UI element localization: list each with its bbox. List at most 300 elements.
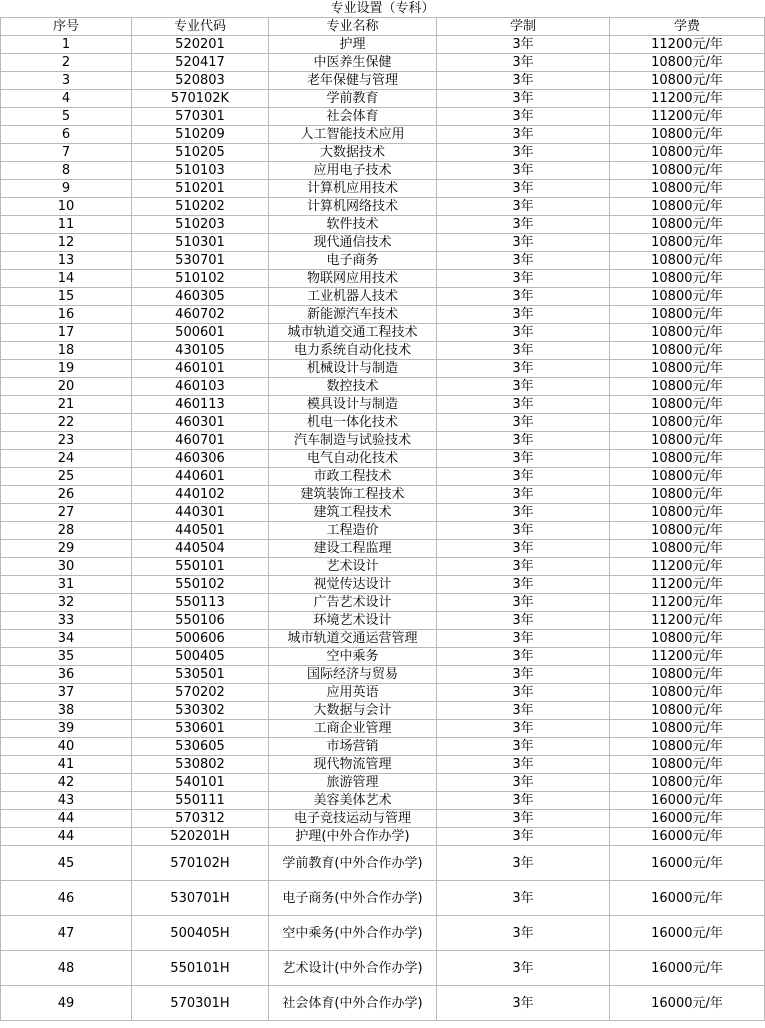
cell-duration: 3年 <box>437 916 610 951</box>
cell-index: 36 <box>1 666 132 684</box>
cell-tuition: 16000元/年 <box>610 916 765 951</box>
cell-duration: 3年 <box>437 288 610 306</box>
table-title: 专业设置（专科） <box>1 0 765 18</box>
cell-code: 570312 <box>132 810 269 828</box>
table-row <box>1 916 765 951</box>
table-row <box>1 306 765 324</box>
cell-tuition: 16000元/年 <box>610 881 765 916</box>
table-row <box>1 558 765 576</box>
cell-code: 510209 <box>132 126 269 144</box>
cell-name: 物联网应用技术 <box>269 270 437 288</box>
cell-code: 530701 <box>132 252 269 270</box>
cell-tuition: 10800元/年 <box>610 702 765 720</box>
title-row <box>1 0 765 18</box>
cell-name: 电力系统自动化技术 <box>269 342 437 360</box>
cell-tuition: 10800元/年 <box>610 414 765 432</box>
cell-code: 520201H <box>132 828 269 846</box>
cell-duration: 3年 <box>437 180 610 198</box>
cell-tuition: 10800元/年 <box>610 450 765 468</box>
cell-code: 550101 <box>132 558 269 576</box>
cell-name: 艺术设计 <box>269 558 437 576</box>
cell-name: 电气自动化技术 <box>269 450 437 468</box>
cell-code: 460701 <box>132 432 269 450</box>
cell-index: 49 <box>1 986 132 1021</box>
cell-duration: 3年 <box>437 270 610 288</box>
cell-index: 35 <box>1 648 132 666</box>
cell-name: 计算机网络技术 <box>269 198 437 216</box>
cell-index: 12 <box>1 234 132 252</box>
cell-duration: 3年 <box>437 234 610 252</box>
cell-name: 现代物流管理 <box>269 756 437 774</box>
table-row <box>1 828 765 846</box>
cell-tuition: 10800元/年 <box>610 756 765 774</box>
cell-duration: 3年 <box>437 342 610 360</box>
cell-code: 500606 <box>132 630 269 648</box>
cell-name: 市场营销 <box>269 738 437 756</box>
cell-duration: 3年 <box>437 486 610 504</box>
cell-tuition: 16000元/年 <box>610 828 765 846</box>
cell-duration: 3年 <box>437 986 610 1021</box>
table-row <box>1 342 765 360</box>
cell-name: 电子商务(中外合作办学) <box>269 881 437 916</box>
cell-tuition: 10800元/年 <box>610 378 765 396</box>
cell-index: 2 <box>1 54 132 72</box>
cell-name: 新能源汽车技术 <box>269 306 437 324</box>
cell-index: 21 <box>1 396 132 414</box>
cell-duration: 3年 <box>437 252 610 270</box>
cell-index: 10 <box>1 198 132 216</box>
cell-code: 510201 <box>132 180 269 198</box>
header-row <box>1 18 765 36</box>
table-row <box>1 126 765 144</box>
cell-code: 460103 <box>132 378 269 396</box>
cell-code: 550102 <box>132 576 269 594</box>
cell-name: 艺术设计(中外合作办学) <box>269 951 437 986</box>
cell-code: 530701H <box>132 881 269 916</box>
cell-name: 视觉传达设计 <box>269 576 437 594</box>
cell-code: 510102 <box>132 270 269 288</box>
cell-duration: 3年 <box>437 306 610 324</box>
cell-code: 460301 <box>132 414 269 432</box>
cell-tuition: 10800元/年 <box>610 774 765 792</box>
cell-index: 5 <box>1 108 132 126</box>
table-row <box>1 522 765 540</box>
cell-name: 市政工程技术 <box>269 468 437 486</box>
cell-tuition: 10800元/年 <box>610 252 765 270</box>
cell-index: 38 <box>1 702 132 720</box>
cell-name: 护理 <box>269 36 437 54</box>
cell-name: 环境艺术设计 <box>269 612 437 630</box>
cell-code: 510203 <box>132 216 269 234</box>
cell-index: 9 <box>1 180 132 198</box>
table-row <box>1 378 765 396</box>
cell-duration: 3年 <box>437 828 610 846</box>
table-row <box>1 360 765 378</box>
cell-name: 空中乘务(中外合作办学) <box>269 916 437 951</box>
table-row <box>1 576 765 594</box>
cell-index: 11 <box>1 216 132 234</box>
cell-tuition: 11200元/年 <box>610 36 765 54</box>
cell-duration: 3年 <box>437 144 610 162</box>
cell-duration: 3年 <box>437 558 610 576</box>
table-row <box>1 738 765 756</box>
table-row <box>1 288 765 306</box>
cell-code: 530501 <box>132 666 269 684</box>
cell-duration: 3年 <box>437 216 610 234</box>
cell-name: 汽车制造与试验技术 <box>269 432 437 450</box>
cell-index: 26 <box>1 486 132 504</box>
cell-tuition: 10800元/年 <box>610 72 765 90</box>
cell-name: 建筑装饰工程技术 <box>269 486 437 504</box>
cell-name: 机电一体化技术 <box>269 414 437 432</box>
header-code: 专业代码 <box>132 18 269 36</box>
cell-code: 510103 <box>132 162 269 180</box>
cell-tuition: 10800元/年 <box>610 486 765 504</box>
cell-index: 23 <box>1 432 132 450</box>
cell-name: 计算机应用技术 <box>269 180 437 198</box>
cell-duration: 3年 <box>437 90 610 108</box>
cell-duration: 3年 <box>437 684 610 702</box>
cell-code: 440504 <box>132 540 269 558</box>
cell-index: 16 <box>1 306 132 324</box>
cell-code: 570301 <box>132 108 269 126</box>
cell-duration: 3年 <box>437 756 610 774</box>
cell-index: 46 <box>1 881 132 916</box>
cell-name: 美容美体艺术 <box>269 792 437 810</box>
cell-index: 8 <box>1 162 132 180</box>
cell-code: 500405 <box>132 648 269 666</box>
cell-tuition: 10800元/年 <box>610 684 765 702</box>
cell-duration: 3年 <box>437 774 610 792</box>
cell-tuition: 16000元/年 <box>610 951 765 986</box>
cell-index: 43 <box>1 792 132 810</box>
table-row <box>1 234 765 252</box>
cell-tuition: 10800元/年 <box>610 432 765 450</box>
cell-name: 电子竞技运动与管理 <box>269 810 437 828</box>
cell-duration: 3年 <box>437 951 610 986</box>
cell-index: 45 <box>1 846 132 881</box>
cell-name: 大数据技术 <box>269 144 437 162</box>
cell-tuition: 10800元/年 <box>610 738 765 756</box>
cell-code: 460113 <box>132 396 269 414</box>
cell-code: 530601 <box>132 720 269 738</box>
cell-tuition: 10800元/年 <box>610 126 765 144</box>
table-row <box>1 72 765 90</box>
cell-index: 27 <box>1 504 132 522</box>
cell-code: 440301 <box>132 504 269 522</box>
cell-index: 7 <box>1 144 132 162</box>
cell-tuition: 10800元/年 <box>610 468 765 486</box>
cell-duration: 3年 <box>437 648 610 666</box>
header-name: 专业名称 <box>269 18 437 36</box>
cell-code: 510205 <box>132 144 269 162</box>
cell-tuition: 10800元/年 <box>610 396 765 414</box>
cell-duration: 3年 <box>437 450 610 468</box>
table-row <box>1 396 765 414</box>
cell-code: 510301 <box>132 234 269 252</box>
cell-index: 29 <box>1 540 132 558</box>
cell-code: 530802 <box>132 756 269 774</box>
cell-index: 14 <box>1 270 132 288</box>
cell-code: 550106 <box>132 612 269 630</box>
cell-tuition: 10800元/年 <box>610 360 765 378</box>
cell-index: 4 <box>1 90 132 108</box>
cell-duration: 3年 <box>437 810 610 828</box>
table-row <box>1 612 765 630</box>
cell-tuition: 10800元/年 <box>610 306 765 324</box>
cell-tuition: 10800元/年 <box>610 198 765 216</box>
cell-tuition: 10800元/年 <box>610 216 765 234</box>
cell-code: 460101 <box>132 360 269 378</box>
cell-code: 500601 <box>132 324 269 342</box>
table-row <box>1 108 765 126</box>
cell-code: 570202 <box>132 684 269 702</box>
cell-index: 32 <box>1 594 132 612</box>
cell-index: 24 <box>1 450 132 468</box>
table-row <box>1 684 765 702</box>
cell-name: 学前教育 <box>269 90 437 108</box>
cell-tuition: 11200元/年 <box>610 558 765 576</box>
cell-code: 440501 <box>132 522 269 540</box>
cell-index: 15 <box>1 288 132 306</box>
cell-index: 20 <box>1 378 132 396</box>
cell-duration: 3年 <box>437 738 610 756</box>
cell-code: 440102 <box>132 486 269 504</box>
cell-duration: 3年 <box>437 594 610 612</box>
cell-code: 440601 <box>132 468 269 486</box>
cell-code: 530302 <box>132 702 269 720</box>
cell-tuition: 10800元/年 <box>610 54 765 72</box>
table-row <box>1 810 765 828</box>
cell-duration: 3年 <box>437 414 610 432</box>
cell-code: 520201 <box>132 36 269 54</box>
cell-tuition: 11200元/年 <box>610 648 765 666</box>
table-row <box>1 792 765 810</box>
cell-index: 28 <box>1 522 132 540</box>
cell-duration: 3年 <box>437 72 610 90</box>
cell-name: 老年保健与管理 <box>269 72 437 90</box>
cell-tuition: 10800元/年 <box>610 288 765 306</box>
cell-duration: 3年 <box>437 396 610 414</box>
cell-index: 42 <box>1 774 132 792</box>
cell-duration: 3年 <box>437 540 610 558</box>
cell-name: 空中乘务 <box>269 648 437 666</box>
cell-index: 47 <box>1 916 132 951</box>
table-row <box>1 450 765 468</box>
cell-name: 现代通信技术 <box>269 234 437 252</box>
cell-index: 19 <box>1 360 132 378</box>
cell-duration: 3年 <box>437 612 610 630</box>
cell-tuition: 16000元/年 <box>610 810 765 828</box>
table-row <box>1 270 765 288</box>
cell-name: 应用电子技术 <box>269 162 437 180</box>
cell-tuition: 10800元/年 <box>610 720 765 738</box>
table-row <box>1 252 765 270</box>
table-row <box>1 144 765 162</box>
table-row <box>1 594 765 612</box>
cell-duration: 3年 <box>437 162 610 180</box>
cell-tuition: 10800元/年 <box>610 666 765 684</box>
cell-duration: 3年 <box>437 702 610 720</box>
cell-duration: 3年 <box>437 720 610 738</box>
table-row <box>1 648 765 666</box>
table-row <box>1 414 765 432</box>
cell-name: 工业机器人技术 <box>269 288 437 306</box>
cell-code: 430105 <box>132 342 269 360</box>
cell-index: 31 <box>1 576 132 594</box>
cell-tuition: 11200元/年 <box>610 612 765 630</box>
cell-duration: 3年 <box>437 792 610 810</box>
cell-name: 学前教育(中外合作办学) <box>269 846 437 881</box>
cell-name: 旅游管理 <box>269 774 437 792</box>
cell-name: 大数据与会计 <box>269 702 437 720</box>
cell-tuition: 16000元/年 <box>610 792 765 810</box>
cell-name: 机械设计与制造 <box>269 360 437 378</box>
cell-duration: 3年 <box>437 324 610 342</box>
cell-index: 22 <box>1 414 132 432</box>
cell-tuition: 10800元/年 <box>610 270 765 288</box>
cell-index: 39 <box>1 720 132 738</box>
cell-code: 570301H <box>132 986 269 1021</box>
cell-duration: 3年 <box>437 504 610 522</box>
cell-index: 25 <box>1 468 132 486</box>
cell-index: 17 <box>1 324 132 342</box>
cell-duration: 3年 <box>437 846 610 881</box>
cell-name: 城市轨道交通工程技术 <box>269 324 437 342</box>
cell-index: 6 <box>1 126 132 144</box>
cell-tuition: 11200元/年 <box>610 108 765 126</box>
cell-duration: 3年 <box>437 522 610 540</box>
table-row <box>1 666 765 684</box>
cell-name: 模具设计与制造 <box>269 396 437 414</box>
cell-tuition: 10800元/年 <box>610 234 765 252</box>
table-row <box>1 774 765 792</box>
header-tuition: 学费 <box>610 18 765 36</box>
cell-name: 中医养生保健 <box>269 54 437 72</box>
cell-name: 建设工程监理 <box>269 540 437 558</box>
cell-tuition: 10800元/年 <box>610 342 765 360</box>
cell-index: 48 <box>1 951 132 986</box>
table-row <box>1 504 765 522</box>
cell-tuition: 10800元/年 <box>610 540 765 558</box>
cell-duration: 3年 <box>437 378 610 396</box>
cell-name: 城市轨道交通运营管理 <box>269 630 437 648</box>
table-row <box>1 54 765 72</box>
cell-code: 460305 <box>132 288 269 306</box>
table-row <box>1 180 765 198</box>
cell-tuition: 10800元/年 <box>610 324 765 342</box>
cell-tuition: 10800元/年 <box>610 522 765 540</box>
table-row <box>1 951 765 986</box>
cell-tuition: 11200元/年 <box>610 594 765 612</box>
cell-code: 520417 <box>132 54 269 72</box>
cell-index: 44 <box>1 828 132 846</box>
cell-index: 3 <box>1 72 132 90</box>
cell-duration: 3年 <box>437 432 610 450</box>
cell-duration: 3年 <box>437 468 610 486</box>
cell-index: 13 <box>1 252 132 270</box>
cell-index: 30 <box>1 558 132 576</box>
cell-name: 护理(中外合作办学) <box>269 828 437 846</box>
table-row <box>1 216 765 234</box>
cell-name: 国际经济与贸易 <box>269 666 437 684</box>
table-row <box>1 881 765 916</box>
cell-index: 40 <box>1 738 132 756</box>
cell-code: 540101 <box>132 774 269 792</box>
header-index: 序号 <box>1 18 132 36</box>
cell-code: 530605 <box>132 738 269 756</box>
cell-index: 18 <box>1 342 132 360</box>
table-row <box>1 702 765 720</box>
table-row <box>1 36 765 54</box>
cell-tuition: 11200元/年 <box>610 576 765 594</box>
cell-tuition: 10800元/年 <box>610 180 765 198</box>
table-row <box>1 630 765 648</box>
table-row <box>1 432 765 450</box>
cell-tuition: 10800元/年 <box>610 144 765 162</box>
cell-duration: 3年 <box>437 630 610 648</box>
table-row <box>1 486 765 504</box>
cell-name: 工程造价 <box>269 522 437 540</box>
cell-name: 建筑工程技术 <box>269 504 437 522</box>
table-row <box>1 198 765 216</box>
cell-duration: 3年 <box>437 666 610 684</box>
cell-tuition: 16000元/年 <box>610 986 765 1021</box>
cell-name: 社会体育 <box>269 108 437 126</box>
cell-code: 520803 <box>132 72 269 90</box>
table-row <box>1 468 765 486</box>
cell-code: 550111 <box>132 792 269 810</box>
table-row <box>1 540 765 558</box>
cell-index: 1 <box>1 36 132 54</box>
cell-duration: 3年 <box>437 126 610 144</box>
table-row <box>1 162 765 180</box>
cell-duration: 3年 <box>437 576 610 594</box>
cell-index: 44 <box>1 810 132 828</box>
table-row <box>1 90 765 108</box>
cell-name: 数控技术 <box>269 378 437 396</box>
cell-duration: 3年 <box>437 36 610 54</box>
cell-tuition: 16000元/年 <box>610 846 765 881</box>
cell-duration: 3年 <box>437 54 610 72</box>
cell-tuition: 11200元/年 <box>610 90 765 108</box>
table-row <box>1 846 765 881</box>
cell-name: 工商企业管理 <box>269 720 437 738</box>
cell-name: 软件技术 <box>269 216 437 234</box>
cell-tuition: 10800元/年 <box>610 630 765 648</box>
cell-name: 人工智能技术应用 <box>269 126 437 144</box>
cell-index: 37 <box>1 684 132 702</box>
cell-index: 41 <box>1 756 132 774</box>
cell-code: 550113 <box>132 594 269 612</box>
cell-duration: 3年 <box>437 198 610 216</box>
table-row <box>1 324 765 342</box>
cell-name: 应用英语 <box>269 684 437 702</box>
header-duration: 学制 <box>437 18 610 36</box>
cell-name: 社会体育(中外合作办学) <box>269 986 437 1021</box>
cell-code: 570102K <box>132 90 269 108</box>
cell-tuition: 10800元/年 <box>610 504 765 522</box>
table-row <box>1 986 765 1021</box>
cell-code: 460702 <box>132 306 269 324</box>
cell-code: 510202 <box>132 198 269 216</box>
cell-duration: 3年 <box>437 881 610 916</box>
table-row <box>1 720 765 738</box>
cell-duration: 3年 <box>437 360 610 378</box>
cell-name: 广告艺术设计 <box>269 594 437 612</box>
cell-index: 33 <box>1 612 132 630</box>
cell-code: 500405H <box>132 916 269 951</box>
